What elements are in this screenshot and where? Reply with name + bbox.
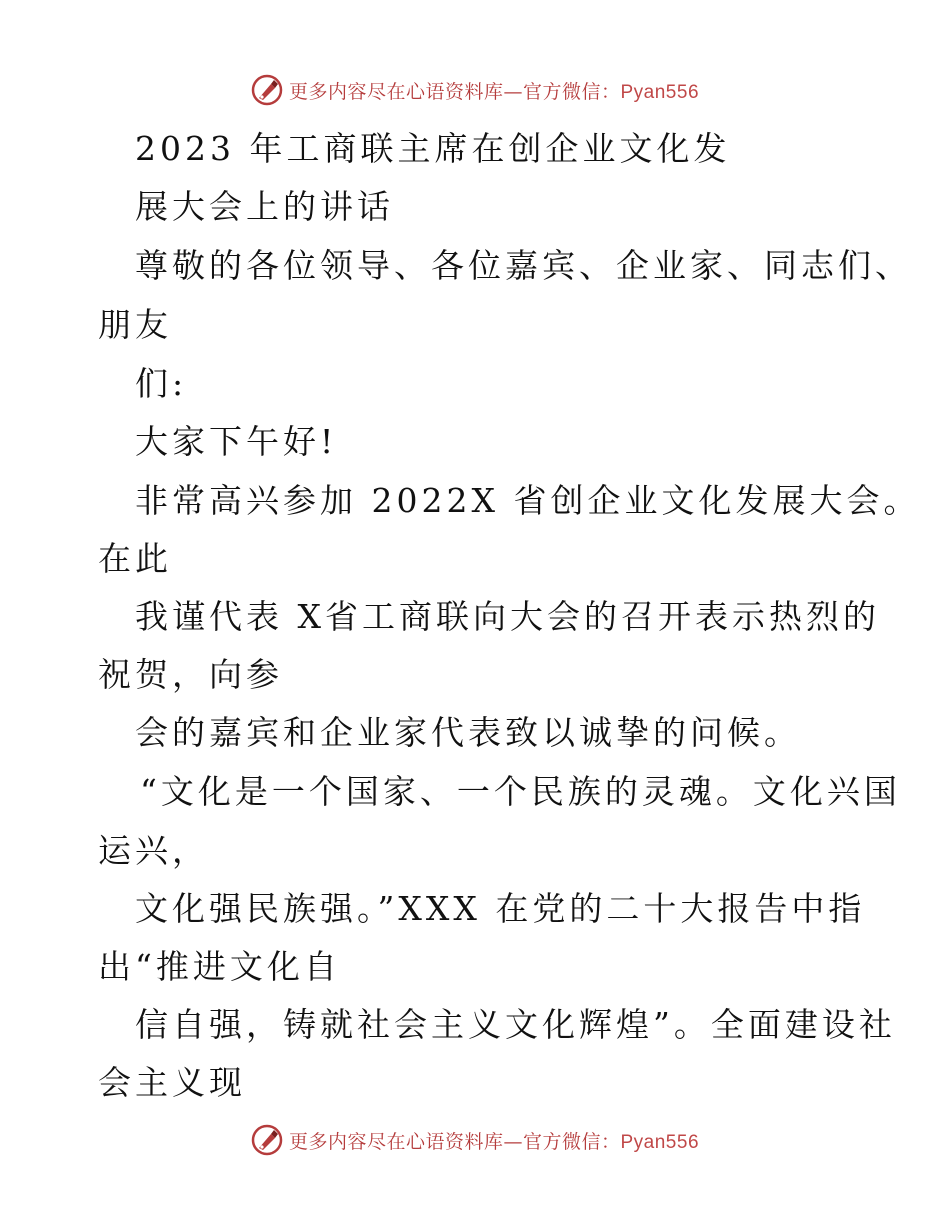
title-line-2: 展大会上的讲话 <box>135 187 394 226</box>
footer-banner <box>0 1120 950 1160</box>
paragraph-line: 文化强民族强。”XXX 在党的二十大报告中指 <box>135 889 866 928</box>
paragraph-line: 会主义现 <box>98 1063 246 1102</box>
paragraph-line: 出“推进文化自 <box>98 947 341 986</box>
footer-wechat-label: 官方微信： <box>522 1130 621 1153</box>
paragraph-line: 信自强，铸就社会主义文化辉煌”。全面建设社 <box>135 1005 896 1044</box>
paragraph-line: “文化是一个国家、一个民族的灵魂。文化兴国 <box>140 772 901 811</box>
header-banner <box>0 70 950 110</box>
pen-logo-icon <box>251 74 283 106</box>
paragraph-line: 朋友 <box>98 305 172 344</box>
footer-wechat-handle: Pyan556 <box>620 1131 700 1153</box>
footer-separator: — <box>503 1130 523 1153</box>
paragraph-line: 非常高兴参加 2022X 省创企业文化发展大会。 <box>135 481 921 520</box>
paragraph-line: 会的嘉宾和企业家代表致以诚挚的问候。 <box>135 713 801 752</box>
paragraph-line: 大家下午好! <box>135 422 338 461</box>
footer-site-name: 更多内容尽在心语资料库 <box>288 1130 504 1153</box>
paragraph-line: 们: <box>135 364 188 403</box>
title-line-1: 2023 年工商联主席在创企业文化发 <box>135 129 731 168</box>
paragraph-line: 祝贺，向参 <box>98 655 283 694</box>
footer-banner-text <box>289 1127 699 1154</box>
header-wechat-label: 官方微信： <box>522 80 621 103</box>
paragraph-line: 在此 <box>98 539 172 578</box>
header-wechat-handle: Pyan556 <box>620 81 700 103</box>
pen-logo-icon <box>251 1124 283 1156</box>
header-site-name: 更多内容尽在心语资料库 <box>288 80 504 103</box>
paragraph-line: 尊敬的各位领导、各位嘉宾、企业家、同志们、 <box>135 246 912 285</box>
header-separator: — <box>503 80 523 103</box>
paragraph-line: 运兴， <box>98 831 209 870</box>
header-banner-text <box>289 77 699 104</box>
paragraph-line: 我谨代表 X省工商联向大会的召开表示热烈的 <box>135 597 880 636</box>
